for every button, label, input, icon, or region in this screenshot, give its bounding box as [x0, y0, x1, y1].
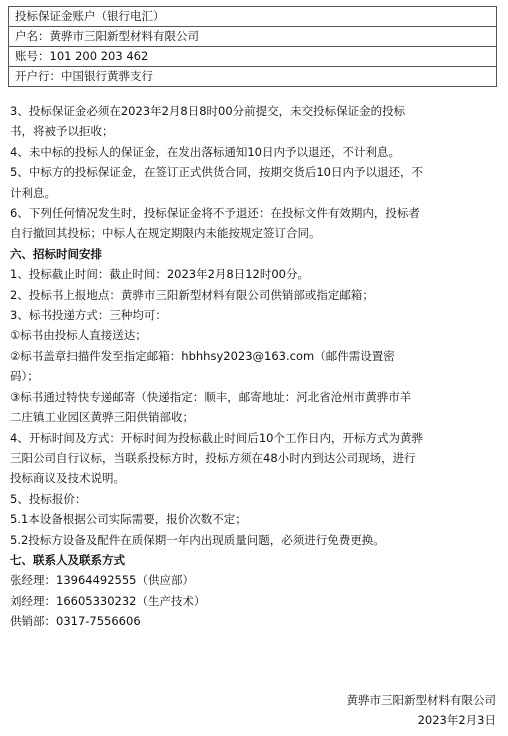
text-line: 二庄镇工业园区黄骅三阳供销部收； — [10, 410, 194, 425]
text-line: 刘经理：16605330232（生产技术） — [10, 593, 206, 608]
text-line: ②标书盖章扫描件发至指定邮箱：hbhhsy2023@163.com（邮件需设置密 — [10, 348, 395, 363]
text-line: ①标书由投标人直接送达； — [10, 328, 147, 343]
text-line: 码）； — [10, 369, 39, 384]
text-line: 5.2投标方设备及配件在质保期一年内出现质量问题，必须进行免费更换。 — [10, 532, 385, 547]
signature-company: 黄骅市三阳新型材料有限公司 — [346, 693, 496, 707]
text-line: 张经理：13964492555（供应部） — [10, 573, 194, 588]
text-line: 3、投标保证金必须在2023年2月8日8时00分前提交，未交投标保证金的投标 — [10, 104, 406, 118]
text-line: 计利息。 — [10, 185, 56, 200]
text-line: 4、未中标的投标人的保证金，在发出落标通知10日内予以退还，不计利息。 — [10, 144, 400, 159]
text-line: 三阳公司自行议标，当联系投标方时，投标方须在48小时内到达公司现场，进行 — [10, 450, 416, 465]
text-line: 6、下列任何情况发生时，投标保证金将不予退还：在投标文件有效期内，投标者 — [10, 206, 420, 221]
text-line: ③标书通过特快专递邮寄（快递指定：顺丰，邮寄地址：河北省沧州市黄骅市羊 — [10, 389, 412, 404]
text-line: 供销部：0317-7556606 — [10, 614, 141, 629]
text-line: 5、投标报价： — [10, 491, 87, 506]
account-table — [8, 6, 497, 87]
text-line: 4、开标时间及方式：开标时间为投标截止时间后10个工作日内，开标方式为黄骅 — [10, 430, 423, 445]
text-line: 自行撤回其投标；中标人在规定期限内未能按规定签订合同。 — [10, 226, 321, 241]
text-line: 1、投标截止时间：截止时间：2023年2月8日12时00分。 — [10, 267, 309, 282]
text-line: 3、标书投递方式：三种均可： — [10, 308, 167, 323]
text-line: 5.1本设备根据公司实际需要，报价次数不定； — [10, 512, 247, 527]
signature-date: 2023年2月3日 — [417, 713, 496, 727]
text-line: 投标商议及技术说明。 — [10, 471, 125, 486]
account-number: 账号：101 200 203 462 — [9, 47, 497, 67]
text-line: 书，将被予以拒收； — [10, 124, 114, 139]
section-heading: 六、招标时间安排 — [10, 246, 102, 261]
text-line: 5、中标方的投标保证金，在签订正式供货合同，按期交货后10日内予以退还，不 — [10, 165, 423, 180]
document-body — [10, 101, 498, 632]
account-name: 户名：黄骅市三阳新型材料有限公司 — [9, 27, 497, 47]
section-heading: 七、联系人及联系方式 — [10, 552, 125, 567]
account-title: 投标保证金账户（银行电汇） — [9, 7, 497, 27]
text-line: 2、投标书上报地点：黄骅市三阳新型材料有限公司供销部或指定邮箱； — [10, 287, 374, 302]
signature-block — [347, 690, 497, 730]
account-bank: 开户行：中国银行黄骅支行 — [9, 67, 497, 87]
